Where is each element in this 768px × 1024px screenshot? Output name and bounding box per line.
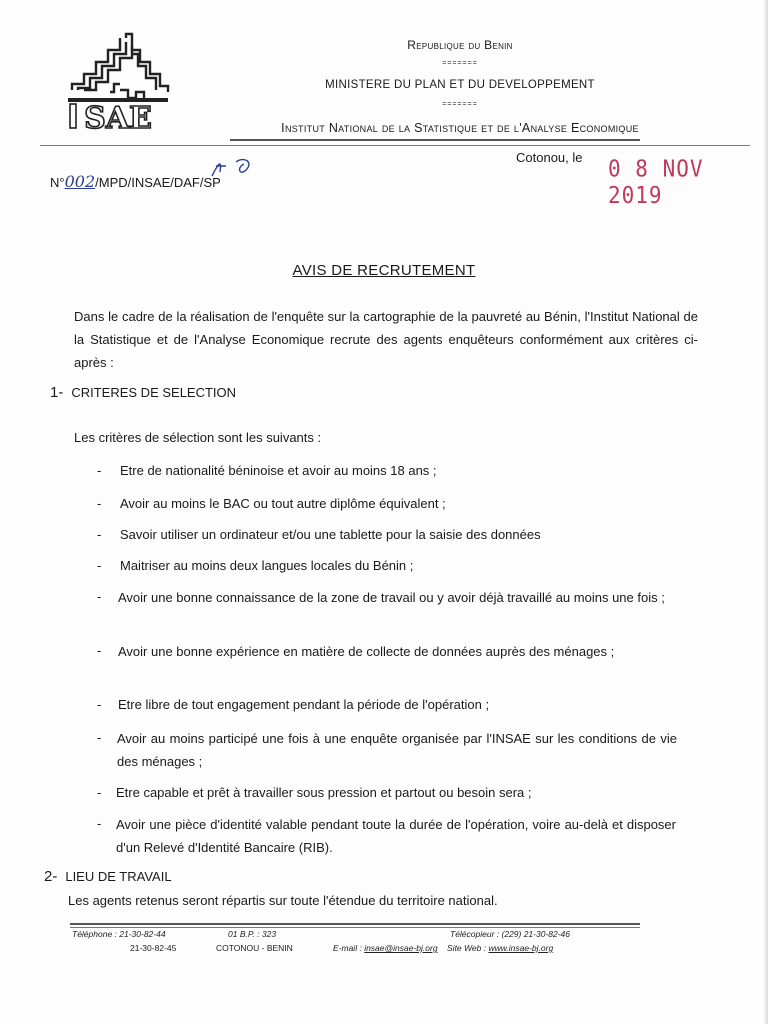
footer-fax: Télécopieur : (229) 21-30-82-46 — [450, 929, 571, 939]
footer-rule — [70, 927, 640, 928]
city-date-label: Cotonou, le — [516, 150, 583, 165]
footer-phone: Téléphone : 21-30-82-44 — [72, 929, 166, 939]
document-page: SAE Republique du Benin ======= MINISTERE DU PLAN ET DU DEVELOPPEMENT ======= Institut National de la Statistique et de l'Analyse Economique N°002/MPD/INSAE/DAF/SP Cotonou, le 0 8 NOV 2019 AVIS DE RECRUTEMENT Dans le cadre de la réalisation de l'enquête sur la cartographie de la pauvreté au Bénin, l'Institut National de la Statistique et de l'Analyse Economique recrute des agents enquêteurs conformément aux critères ci-après : 1- CRITERES DE SELECTION Les critères de sélection sont les suivants : - Etre de nationalité béninoise et avoir au moins 18 ans ; - Avoir au moins le BAC ou tout autre diplôme équivalent ; - Savoir utiliser un ordinateur et/ou une tablette pour la saisie des données - Maitriser au moins deux langues locales du Bénin ; - Avoir une bonne connaissance de la zone de travail ou y avoir déjà travaillé au moins une fois ; - Avoir une bonne expérience en matière de collecte de données auprès des ménages ; - Etre libre de tout engagement pendant la période de l'opération ; - Avoir au moins participé une fois à une enquête organisée par l'INSAE sur les conditions de vie des ménages ; - Etre capable et prêt à travailler sous pression et partout ou besoin sera ; - Avoir une pièce d'identité valable pendant toute la durée de l'opération, voire au-delà et disposer d'un Relevé d'Identité Bancaire (RIB). 2- LIEU DE TRAVAIL Les agents retenus seront répartis sur toute l'étendue du territoire national. Téléphone : 21-30-82-44 21-30-82-45 01 B.P. : 323 COTONOU - BENIN Télécopieur : (229) 21-30-82-46 E-mail : insae@insae-bj.org Site Web : www.insae-bj.org — [0, 0, 768, 1024]
ministry-heading: MINISTERE DU PLAN ET DU DEVELOPPEMENT — [325, 79, 595, 91]
footer-phone: 21-30-82-45 — [130, 943, 177, 953]
reference-number: N°002/MPD/INSAE/DAF/SP — [50, 172, 221, 191]
footer-city: COTONOU - BENIN — [216, 943, 293, 953]
insae-logo — [62, 28, 174, 132]
criteria-intro: Les critères de sélection sont les suivants : — [74, 430, 322, 445]
date-stamp: 0 8 NOV 2019 — [608, 155, 704, 209]
header-separator: ======= — [442, 60, 478, 67]
document-title: AVIS DE RECRUTEMENT — [292, 262, 476, 279]
header-rule — [230, 139, 640, 141]
header-separator: ======= — [442, 101, 478, 108]
page-edge-shadow — [764, 0, 768, 1024]
republic-heading: Republique du Benin — [407, 38, 513, 52]
handwritten-number: 002 — [64, 172, 96, 191]
intro-paragraph: Dans le cadre de la réalisation de l'enquête sur la cartographie de la pauvreté au Bénin, l'Institut National de la Statistique et de l'Analyse Economique recrute des agents enquêteurs conformément aux critères ci-après : — [74, 309, 698, 370]
header-rule — [40, 145, 750, 146]
section2-text: Les agents retenus seront répartis sur toute l'étendue du territoire national. — [68, 893, 498, 908]
footer-po-box: 01 B.P. : 323 — [228, 929, 277, 939]
svg-text:SAE: SAE — [84, 101, 152, 132]
section-heading: 1- CRITERES DE SELECTION — [50, 384, 237, 401]
section-heading: 2- LIEU DE TRAVAIL — [44, 868, 172, 885]
email-link[interactable]: insae@insae-bj.org — [364, 943, 438, 953]
footer-rule — [70, 923, 640, 925]
footer-email: E-mail : insae@insae-bj.org Site Web : www.insae-bj.org — [333, 943, 554, 953]
handwritten-annotation — [192, 154, 272, 184]
institute-heading: Institut National de la Statistique et de l'Analyse Economique — [281, 121, 639, 135]
website-link[interactable]: www.insae-bj.org — [488, 943, 554, 953]
